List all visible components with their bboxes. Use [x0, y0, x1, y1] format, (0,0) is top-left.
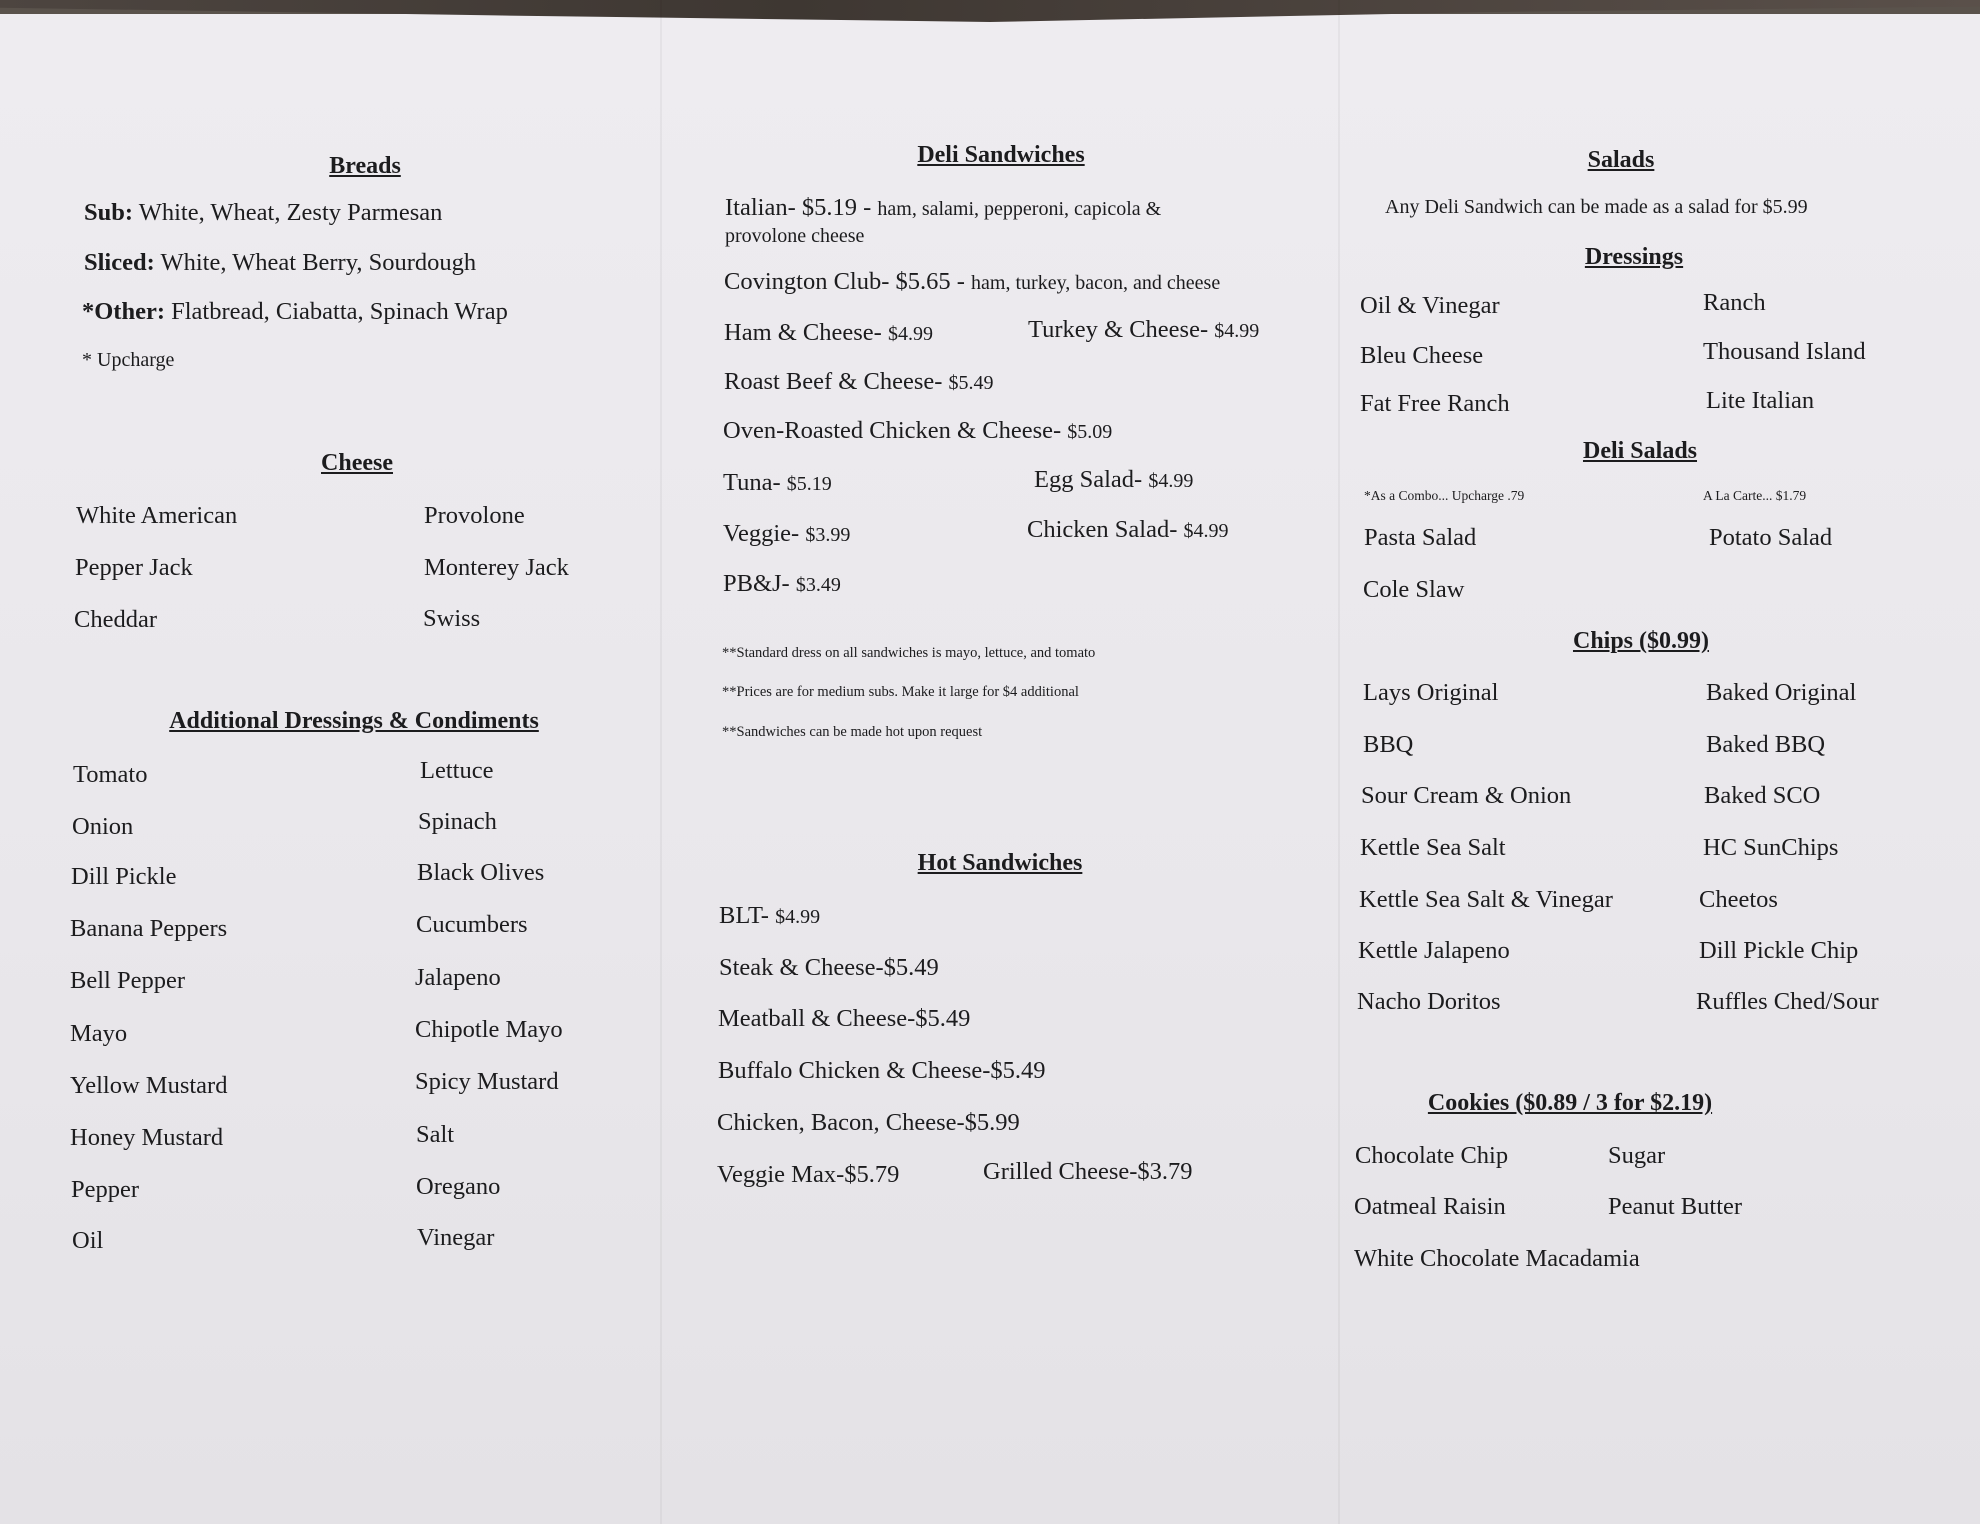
hot-blt: BLT- $4.99	[719, 902, 821, 929]
fold-line	[660, 0, 662, 1524]
hot-item: Buffalo Chicken & Cheese-$5.49	[718, 1057, 1046, 1084]
chip-item: Cheetos	[1699, 886, 1778, 913]
cheese-item: Provolone	[424, 502, 525, 529]
breads-other: *Other: Flatbread, Ciabatta, Spinach Wrap	[82, 298, 508, 325]
dressings-title: Dressings	[1584, 244, 1684, 270]
chips-title: Chips ($0.99)	[1572, 628, 1710, 654]
breads-sliced: Sliced: White, Wheat Berry, Sourdough	[84, 249, 477, 276]
deli-egg-salad: Egg Salad- $4.99	[1034, 466, 1194, 493]
condiment-item: Mayo	[70, 1020, 128, 1047]
condiment-item: Spicy Mustard	[415, 1068, 559, 1095]
condiments-title: Additional Dressings & Condiments	[169, 708, 539, 734]
chip-item: HC SunChips	[1703, 834, 1839, 861]
condiment-item: Salt	[416, 1121, 455, 1148]
deli-club: Covington Club- $5.65 - ham, turkey, bacon, and cheese	[724, 268, 1221, 295]
condiment-item: Lettuce	[420, 757, 494, 784]
cheese-title: Cheese	[321, 450, 393, 476]
deli-salad-item: Pasta Salad	[1364, 524, 1477, 551]
deli-oven-chicken: Oven-Roasted Chicken & Cheese- $5.09	[723, 417, 1113, 444]
cookies-title: Cookies ($0.89 / 3 for $2.19)	[1427, 1090, 1713, 1116]
cheese-item: Cheddar	[74, 606, 157, 633]
deli-note: **Sandwiches can be made hot upon request	[722, 724, 983, 740]
cookie-item: White Chocolate Macadamia	[1354, 1245, 1640, 1272]
chip-item: Lays Original	[1363, 679, 1499, 706]
condiment-item: Pepper	[71, 1176, 140, 1203]
condiment-item: Bell Pepper	[70, 967, 185, 994]
dressing-item: Fat Free Ranch	[1360, 390, 1510, 417]
hot-item: Steak & Cheese-$5.49	[719, 954, 939, 981]
hot-item: Veggie Max-$5.79	[717, 1161, 900, 1188]
breads-upcharge: * Upcharge	[82, 349, 175, 371]
deli-turkey: Turkey & Cheese- $4.99	[1028, 316, 1260, 343]
deli-note: **Prices are for medium subs. Make it large for $4 additional	[722, 684, 1079, 700]
salads-title: Salads	[1587, 147, 1655, 173]
salads-subtitle: Any Deli Sandwich can be made as a salad for $5.99	[1385, 196, 1808, 218]
dressing-item: Oil & Vinegar	[1360, 292, 1500, 319]
condiment-item: Black Olives	[417, 859, 545, 886]
deli-note: **Standard dress on all sandwiches is mayo, lettuce, and tomato	[722, 645, 1096, 661]
condiment-item: Oregano	[416, 1173, 501, 1200]
fold-line	[1338, 0, 1340, 1524]
dressing-item: Lite Italian	[1706, 387, 1815, 414]
deli-pbj: PB&J- $3.49	[723, 570, 841, 597]
breads-sub: Sub: White, Wheat, Zesty Parmesan	[84, 199, 443, 226]
chip-item: Nacho Doritos	[1357, 988, 1501, 1015]
condiment-item: Banana Peppers	[70, 915, 228, 942]
deli-salads-title: Deli Salads	[1582, 438, 1698, 464]
deli-veggie: Veggie- $3.99	[723, 520, 851, 547]
chip-item: BBQ	[1363, 731, 1414, 758]
condiment-item: Chipotle Mayo	[415, 1016, 563, 1043]
hot-item: Meatball & Cheese-$5.49	[718, 1005, 971, 1032]
chip-item: Kettle Sea Salt & Vinegar	[1359, 886, 1613, 913]
chip-item: Dill Pickle Chip	[1699, 937, 1859, 964]
condiment-item: Honey Mustard	[70, 1124, 224, 1151]
deli-roast-beef: Roast Beef & Cheese- $5.49	[724, 368, 994, 395]
condiment-item: Yellow Mustard	[70, 1072, 228, 1099]
dressing-item: Bleu Cheese	[1360, 342, 1484, 369]
deli-italian-desc: provolone cheese	[725, 225, 865, 247]
deli-tuna: Tuna- $5.19	[723, 469, 832, 496]
chip-item: Ruffles Ched/Sour	[1696, 988, 1879, 1015]
deli-chicken-salad: Chicken Salad- $4.99	[1027, 516, 1229, 543]
condiment-item: Oil	[72, 1227, 104, 1254]
deli-title: Deli Sandwiches	[917, 142, 1085, 168]
chip-item: Kettle Sea Salt	[1360, 834, 1506, 861]
cookie-item: Chocolate Chip	[1355, 1142, 1509, 1169]
menu-paper	[0, 14, 1980, 1524]
condiment-item: Cucumbers	[416, 911, 528, 938]
condiment-item: Tomato	[73, 761, 148, 788]
condiment-item: Spinach	[418, 808, 497, 835]
cheese-item: Monterey Jack	[424, 554, 569, 581]
deli-ham: Ham & Cheese- $4.99	[724, 319, 933, 346]
condiment-item: Jalapeno	[415, 964, 501, 991]
chip-item: Baked SCO	[1704, 782, 1821, 809]
chip-item: Kettle Jalapeno	[1358, 937, 1510, 964]
cookie-item: Sugar	[1608, 1142, 1666, 1169]
dressing-item: Thousand Island	[1703, 338, 1866, 365]
deli-salad-item: Potato Salad	[1709, 524, 1833, 551]
deli-salads-combo-note: *As a Combo... Upcharge .79	[1364, 488, 1525, 503]
cookie-item: Peanut Butter	[1608, 1193, 1743, 1220]
breads-title: Breads	[329, 153, 401, 179]
deli-salad-item: Cole Slaw	[1363, 576, 1465, 603]
chip-item: Baked Original	[1706, 679, 1857, 706]
deli-salads-alacarte-note: A La Carte... $1.79	[1703, 488, 1807, 503]
cheese-item: Swiss	[423, 605, 481, 632]
chip-item: Baked BBQ	[1706, 731, 1826, 758]
hot-item: Chicken, Bacon, Cheese-$5.99	[717, 1109, 1020, 1136]
chip-item: Sour Cream & Onion	[1361, 782, 1572, 809]
hot-item: Grilled Cheese-$3.79	[983, 1158, 1193, 1185]
deli-italian: Italian- $5.19 - ham, salami, pepperoni, capicola &	[725, 194, 1162, 221]
cheese-item: White American	[76, 502, 238, 529]
dressing-item: Ranch	[1703, 289, 1766, 316]
condiment-item: Vinegar	[417, 1224, 495, 1251]
condiment-item: Dill Pickle	[71, 863, 177, 890]
hot-title: Hot Sandwiches	[917, 850, 1083, 876]
cookie-item: Oatmeal Raisin	[1354, 1193, 1506, 1220]
cheese-item: Pepper Jack	[75, 554, 193, 581]
condiment-item: Onion	[72, 813, 134, 840]
